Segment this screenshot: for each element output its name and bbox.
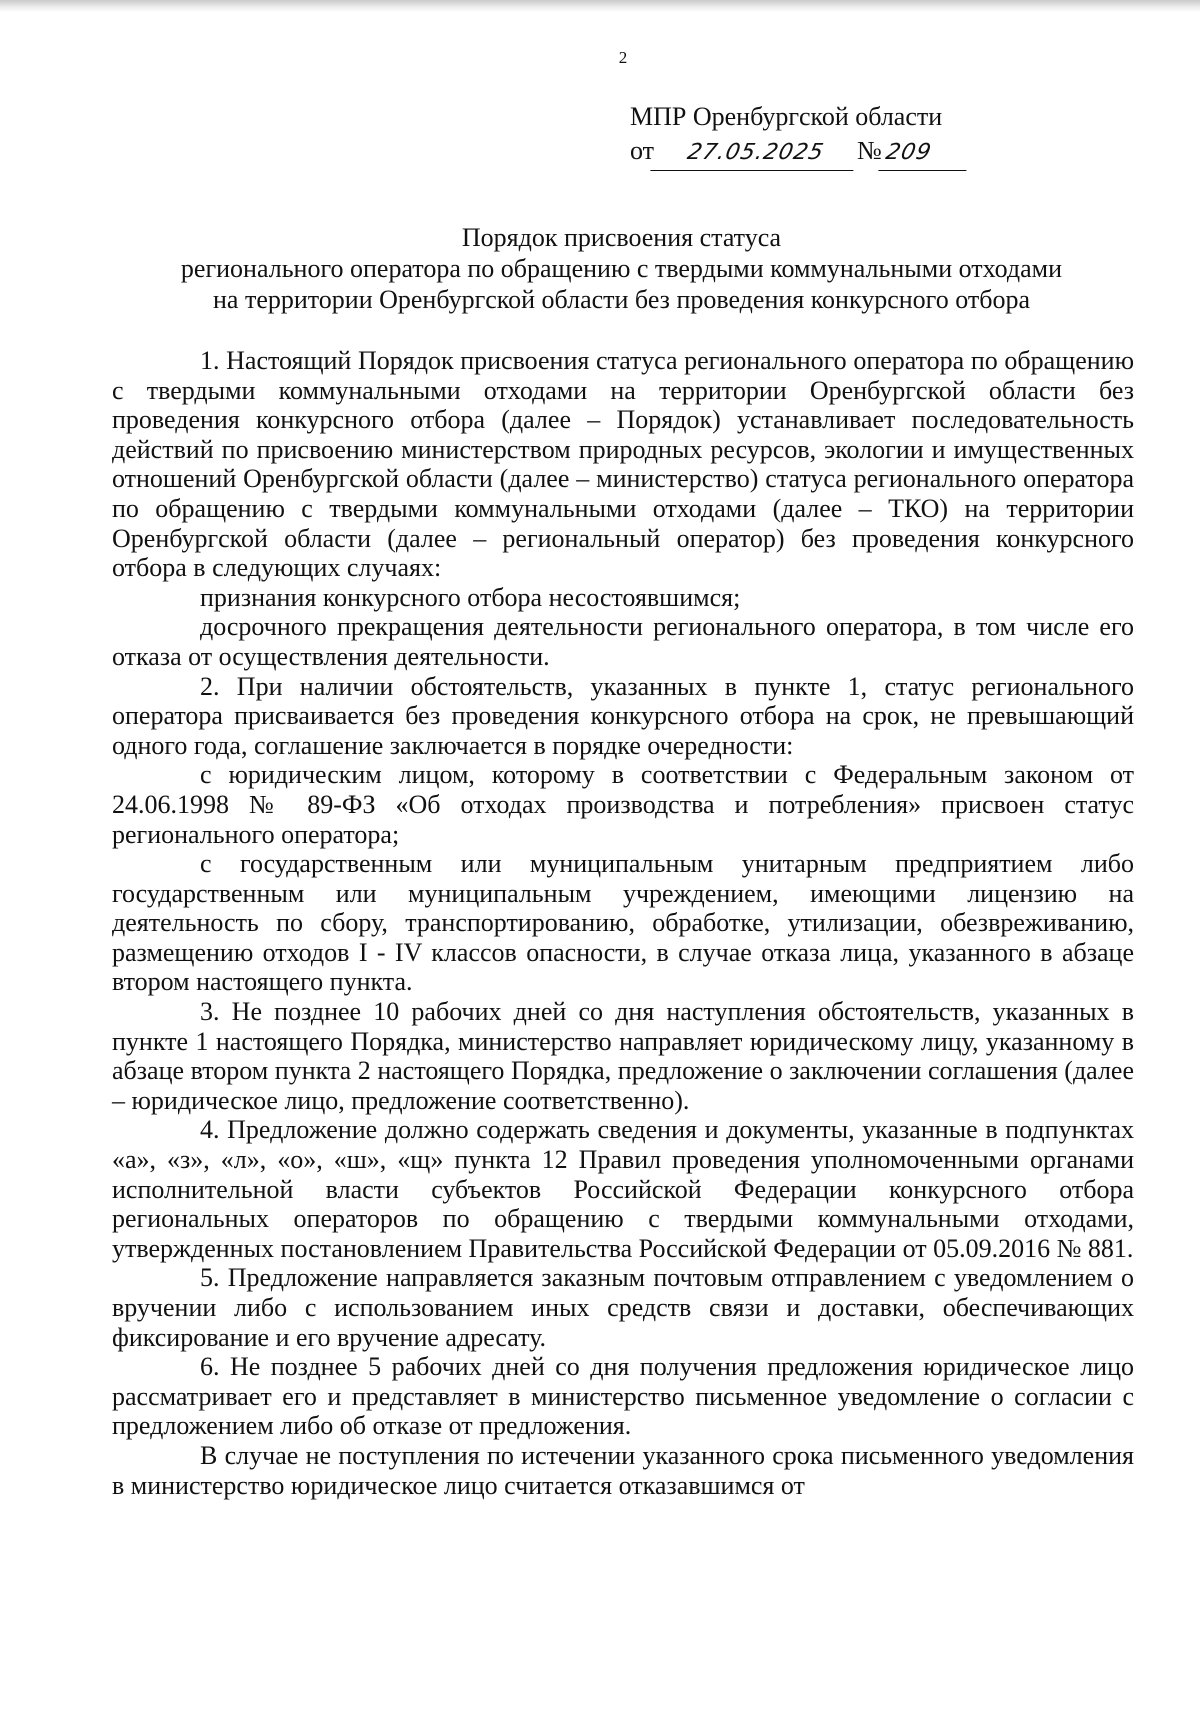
page-number: 2	[618, 48, 628, 67]
approval-date-value: 27.05.2025	[650, 136, 860, 171]
paragraph-1: 1. Настоящий Порядок присвоения статуса регионального оператора по обращению с твердыми коммунальными отходами на территории Оренбургской области без проведения конкурсного отбора (далее – Порядок) устанавливает последовательность действий по присвоению министерством природных ресурсов, экологии и имущественных отношений Оренбургской области (далее – министерство) статуса регионального оператора по обращению с твердыми коммунальными отходами (далее – ТКО) на территории Оренбургской области (далее – региональный оператор) без проведения конкурсного отбора в следующих случаях:	[112, 346, 1134, 583]
paragraph-4: 4. Предложение должно содержать сведения и документы, указанные в подпунктах «а», «з», «л», «о», «ш», «щ» пункта 12 Правил проведения уполномоченными органами исполнительной власти субъектов Российской Федерации конкурсного отбора региональных операторов по обращению с твердыми коммунальными отходами, утвержденных постановлением Правительства Российской Федерации от 05.09.2016 № 881.	[112, 1115, 1134, 1263]
title-line-2: регионального оператора по обращению с твердыми коммунальными отходами	[180, 254, 1063, 283]
approval-number-sign: №	[857, 136, 882, 165]
title-line-3: на территории Оренбургской области без проведения конкурсного отбора	[213, 285, 1030, 314]
approval-date-line	[630, 134, 970, 171]
approval-org: МПР Оренбургской области	[630, 102, 943, 131]
paragraph-1-case-1: признания конкурсного отбора несостоявшимся;	[200, 582, 741, 612]
document-body	[112, 346, 1134, 1500]
approval-date-prefix: от	[630, 136, 655, 165]
paragraph-2-item-2: с государственным или муниципальным унитарным предприятием либо государственным или муниципальным учреждением, имеющими лицензию на деятельность по сбору, транспортированию, обработке, утилизации, обезвреживанию, размещению отходов I - IV классов опасности, в случае отказа лица, указанного в абзаце втором настоящего пункта.	[112, 849, 1134, 997]
title-line-1: Порядок присвоения статуса	[461, 223, 782, 252]
document-title	[110, 222, 1133, 315]
paragraph-1-case-2: досрочного прекращения деятельности регионального оператора, в том числе его отказа от осуществления деятельности.	[112, 612, 1134, 671]
paragraph-6-continuation: В случае не поступления по истечении указанного срока письменного уведомления в министерство юридическое лицо считается отказавшимся от	[112, 1440, 1134, 1500]
paragraph-2-item-1: с юридическим лицом, которому в соответствии с Федеральным законом от 24.06.1998 № 89-ФЗ «Об отходах производства и потребления» присвоен статус регионального оператора;	[112, 760, 1134, 849]
paragraph-6: 6. Не позднее 5 рабочих дней со дня получения предложения юридическое лицо рассматривает его и представляет в министерство письменное уведомление о согласии с предложением либо об отказе от предложения.	[112, 1352, 1134, 1441]
scan-edge-shadow	[0, 0, 1200, 12]
paragraph-5: 5. Предложение направляется заказным почтовым отправлением с уведомлением о вручении либо с использованием иных средств связи и доставки, обеспечивающих фиксирование и его вручение адресату.	[112, 1263, 1134, 1352]
approval-number-value: 209	[878, 136, 973, 171]
paragraph-2: 2. При наличии обстоятельств, указанных в пункте 1, статус регионального оператора присваивается без проведения конкурсного отбора на срок, не превышающий одного года, соглашение заключается в порядке очередности:	[112, 671, 1134, 760]
paragraph-3: 3. Не позднее 10 рабочих дней со дня наступления обстоятельств, указанных в пункте 1 настоящего Порядка, министерство направляет юридическому лицу, указанному в абзаце втором пункта 2 настоящего Порядка, предложение о заключении соглашения (далее – юридическое лицо, предложение соответственно).	[112, 997, 1134, 1115]
approval-block	[630, 100, 970, 171]
